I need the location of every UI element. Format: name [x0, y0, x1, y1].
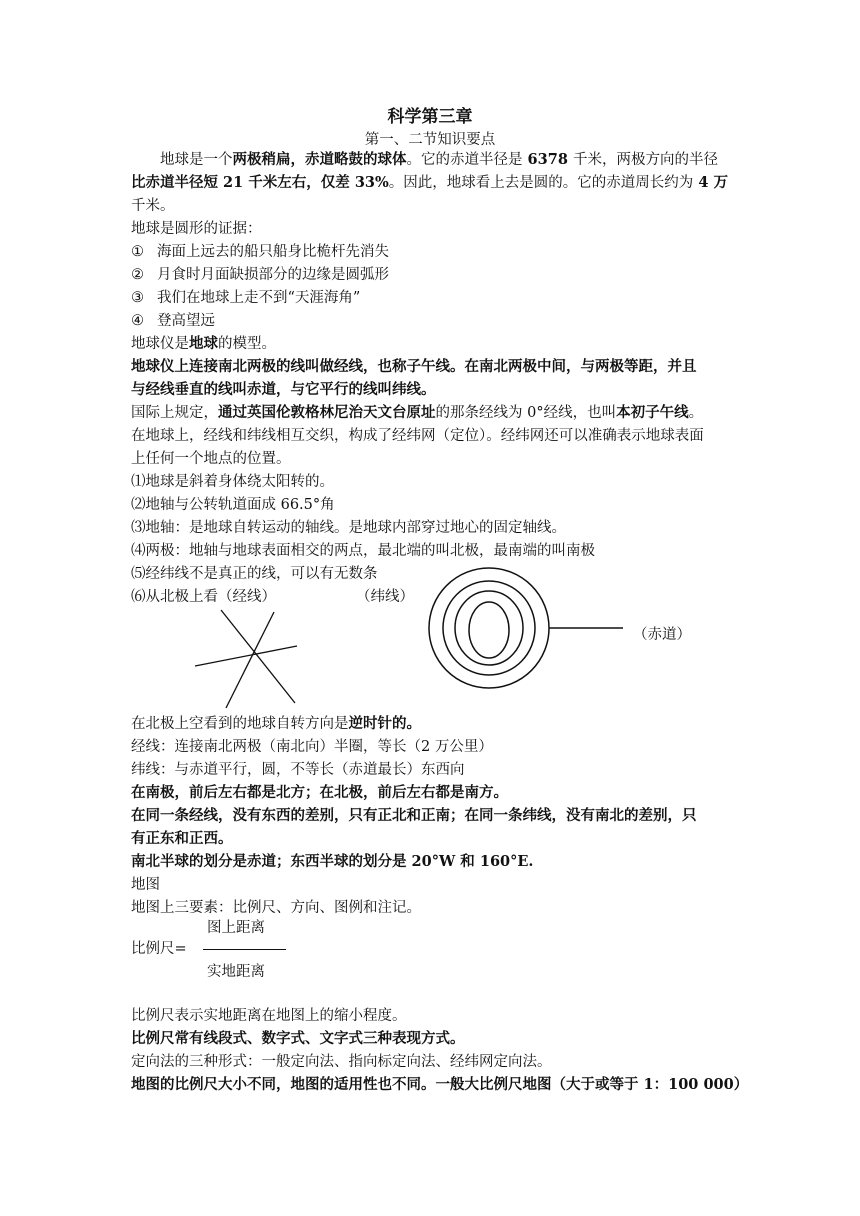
- fact-item: ⑶地轴：是地球自转运动的轴线。是地球内部穿过地心的固定轴线。: [131, 520, 566, 536]
- figure-caption-parallel: （纬线）: [356, 589, 414, 605]
- scale-denominator: 实地距离: [207, 964, 265, 980]
- meridian-line: [226, 612, 274, 708]
- poles-direction: 在南极，前后左右都是北方；在北极，前后左右都是南方。: [131, 784, 508, 801]
- map-elements: 地图上三要素：比例尺、方向、图例和注记。: [131, 900, 421, 916]
- map-heading: 地图: [131, 877, 160, 893]
- fact-item: ⑷两极：地轴与地球表面相交的两点，最北端的叫北极，最南端的叫南极: [131, 543, 595, 559]
- scale-usage: 地图的比例尺大小不同，地图的适用性也不同。一般大比例尺地图（大于或等于 1：100 000）: [131, 1076, 749, 1093]
- page-subtitle: 第一、二节知识要点: [364, 132, 496, 148]
- hemisphere-division: 南北半球的划分是赤道；东西半球的划分是 20°W 和 160°E.: [131, 853, 534, 870]
- page-title: 科学第三章: [387, 107, 473, 127]
- meridian-line: [195, 646, 297, 666]
- fraction-bar: [203, 949, 286, 950]
- parallel-circle-inner: [469, 602, 509, 658]
- globe-definition-2: 与经线垂直的线叫赤道，与它平行的线叫纬线。: [131, 381, 436, 398]
- same-line-1: 在同一条经线，没有东西的差别，只有正北和正南；在同一条纬线，没有南北的差别，只: [131, 807, 697, 824]
- grid-text-1: 在地球上，经线和纬线相互交织，构成了经纬网（定位）。经纬网还可以准确表示地球表面: [131, 428, 704, 444]
- orientation-methods: 定向法的三种形式：一般定向法、指向标定向法、经纬网定向法。: [131, 1054, 552, 1070]
- parallel-circle: [443, 581, 535, 675]
- scale-definition: 比例尺表示实地距离在地图上的缩小程度。: [131, 1008, 407, 1024]
- prime-meridian-text: 国际上规定，通过英国伦敦格林尼治天文台原址的那条经线为 0°经线，也叫本初子午线。: [131, 404, 704, 421]
- fact-item: ⑸经纬线不是真正的线，可以有无数条: [131, 566, 378, 582]
- evidence-item: ② 月食时月面缺损部分的边缘是圆弧形: [131, 267, 389, 283]
- scale-forms: 比例尺常有线段式、数字式、文字式三种表现方式。: [131, 1030, 465, 1047]
- grid-text-2: 上任何一个地点的位置。: [131, 451, 291, 467]
- parallel-circle-outer: [429, 568, 549, 688]
- same-line-2: 有正东和正西。: [131, 830, 233, 847]
- scale-label: 比例尺=: [131, 941, 187, 957]
- parallel-circles: [429, 568, 623, 688]
- rotation-direction: 在北极上空看到的地球自转方向是逆时针的。: [131, 715, 421, 732]
- fact-item: ⑵地轴与公转轨道面成 66.5°角: [131, 497, 335, 513]
- evidence-item: ④ 登高望远: [131, 313, 215, 329]
- evidence-item: ③ 我们在地球上走不到“天涯海角”: [131, 290, 361, 306]
- equator-label: （赤道）: [633, 627, 691, 643]
- intro-line-2: 比赤道半径短 21 千米左右，仅差 33%。因此，地球看上去是圆的。它的赤道周长约为 4 万: [131, 174, 728, 191]
- meridian-def: 经线：连接南北两极（南北向）半圈，等长（2 万公里）: [131, 739, 493, 755]
- meridian-line: [221, 610, 295, 703]
- meridian-lines: [195, 610, 297, 708]
- evidence-item: ① 海面上远去的船只船身比桅杆先消失: [131, 244, 389, 260]
- intro-line-3: 千米。: [131, 198, 175, 214]
- figure-caption-meridian: ⑹从北极上看（经线）: [131, 589, 276, 605]
- fact-item: ⑴地球是斜着身体绕太阳转的。: [131, 474, 334, 490]
- parallel-def: 纬线：与赤道平行，圆，不等长（赤道最长）东西向: [131, 762, 465, 778]
- globe-model: 地球仪是地球的模型。: [131, 335, 276, 352]
- evidence-heading: 地球是圆形的证据：: [131, 221, 262, 237]
- scale-numerator: 图上距离: [207, 920, 265, 936]
- globe-definition-1: 地球仪上连接南北两极的线叫做经线，也称子午线。在南北两极中间，与两极等距，并且: [131, 358, 697, 375]
- intro-line-1: 地球是一个两极稍扁，赤道略鼓的球体。它的赤道半径是 6378 千米，两极方向的半径: [160, 151, 718, 168]
